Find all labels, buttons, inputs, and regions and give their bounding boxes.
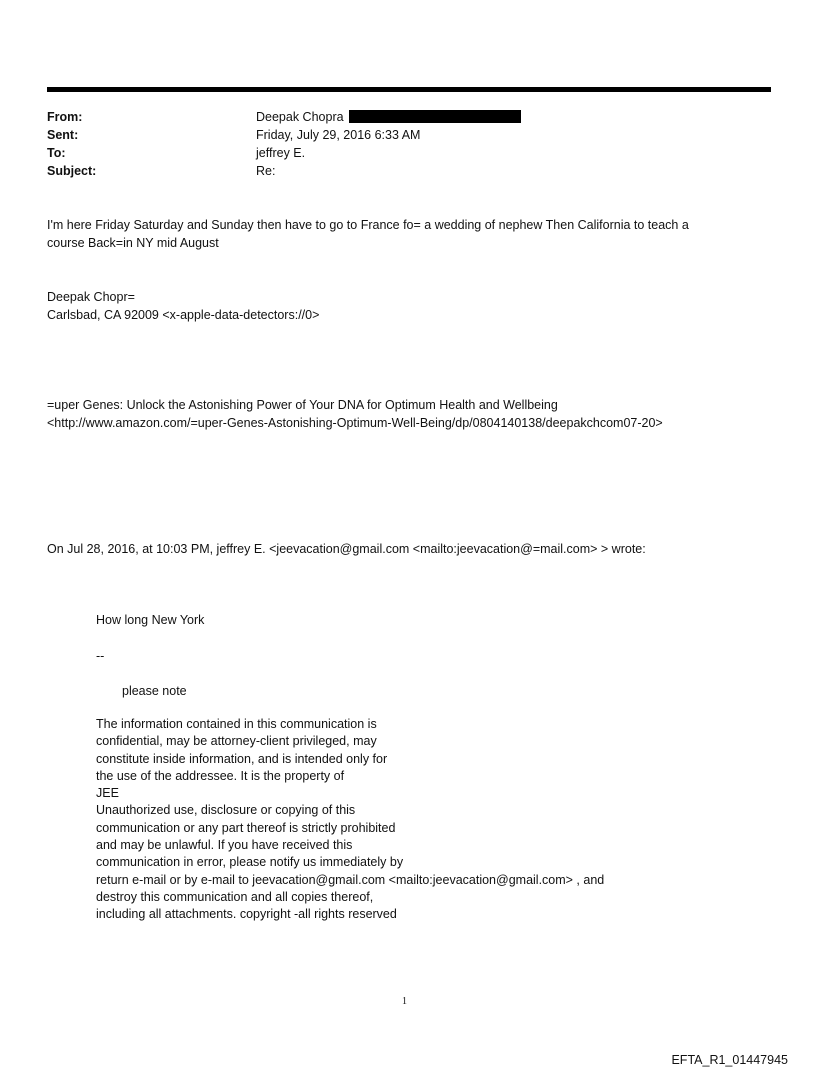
disclaimer-line: JEE: [96, 786, 119, 801]
to-label: To:: [47, 146, 66, 160]
disclaimer-block: [96, 716, 604, 924]
from-value: [256, 108, 521, 126]
disclaimer-line: return e-mail or by e-mail to jeevacation@gmail.com <mailto:jeevacation@gmail.com> , and: [96, 872, 605, 887]
quote-header: On Jul 28, 2016, at 10:03 PM, jeffrey E. <jeevacation@gmail.com <mailto:jeevacation@=mail.com> > wrote:: [47, 542, 646, 556]
header-divider: [47, 87, 771, 92]
page-number: 1: [402, 996, 407, 1007]
disclaimer-line: Unauthorized use, disclosure or copying of this: [96, 803, 356, 818]
sent-value: Friday, July 29, 2016 6:33 AM: [256, 128, 421, 142]
body-line-1: I'm here Friday Saturday and Sunday then have to go to France fo= a wedding of nephew Then California to teach a: [47, 218, 689, 232]
signature-dashes: --: [96, 649, 105, 663]
book-link[interactable]: <http://www.amazon.com/=uper-Genes-Astonishing-Optimum-Well-Being/dp/0804140138/deepakchcom07-20>: [47, 416, 663, 430]
disclaimer-line: communication or any part thereof is strictly prohibited: [96, 820, 396, 835]
subject-value: Re:: [256, 164, 276, 178]
disclaimer-line: The information contained in this communication is: [96, 717, 377, 731]
signature-address: Carlsbad, CA 92009 <x-apple-data-detectors://0>: [47, 308, 320, 322]
body-line-2: course Back=in NY mid August: [47, 236, 219, 250]
disclaimer-line: including all attachments. copyright -all rights reserved: [96, 907, 397, 922]
disclaimer-line: communication in error, please notify us immediately by: [96, 855, 404, 870]
disclaimer-line: and may be unlawful. If you have received this: [96, 838, 353, 853]
to-value: jeffrey E.: [256, 146, 306, 160]
disclaimer-line: the use of the addressee. It is the property of: [96, 768, 345, 783]
book-title: =uper Genes: Unlock the Astonishing Power of Your DNA for Optimum Health and Wellbeing: [47, 398, 558, 412]
from-label: From:: [47, 110, 83, 124]
signature-name: Deepak Chopr=: [47, 290, 135, 304]
please-note: please note: [122, 684, 187, 698]
bates-number: EFTA_R1_01447945: [671, 1053, 788, 1067]
disclaimer-line: constitute inside information, and is intended only for: [96, 751, 388, 766]
disclaimer-line: destroy this communication and all copies thereof,: [96, 889, 374, 904]
sender-name: Deepak Chopra: [256, 110, 344, 124]
quoted-message: How long New York: [96, 613, 205, 627]
sent-label: Sent:: [47, 128, 79, 142]
disclaimer-line: confidential, may be attorney-client privileged, may: [96, 734, 377, 749]
redaction-bar: [349, 110, 521, 123]
subject-label: Subject:: [47, 164, 97, 178]
